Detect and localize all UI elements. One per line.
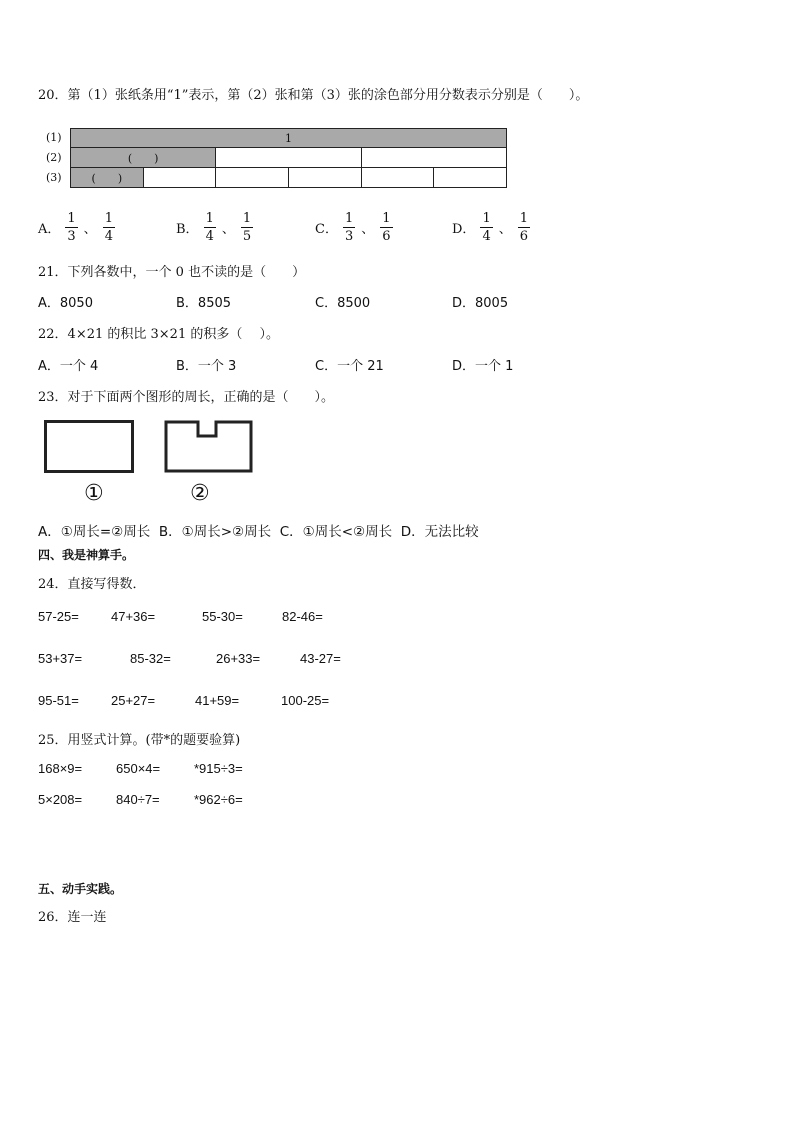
fraction: $\frac{1}{6}$ — [382, 211, 391, 244]
section-4-heading: 四、我是神算手。 — [38, 548, 135, 562]
q21-option-d[interactable]: D．8005 — [452, 296, 509, 311]
paper-strip-2 — [70, 147, 507, 168]
q20-option-a[interactable] — [38, 212, 116, 243]
calc-item: 650×4= — [116, 761, 161, 776]
fraction: $\frac{1}{4}$ — [482, 211, 491, 244]
q23-options[interactable]: A．①周长=②周长 B．①周长>②周长 C．①周长<②周长 D．无法比较 — [38, 524, 479, 540]
q21-option-a[interactable]: A．8050 — [38, 296, 93, 311]
strip-2-blank: ( ) — [127, 151, 159, 165]
q23-stem: 23．对于下面两个图形的周长，正确的是（ ）。 — [38, 390, 335, 405]
calc-item: 100-25= — [281, 693, 330, 708]
fraction: $\frac{1}{3}$ — [344, 211, 354, 244]
strip-3-shaded-cell — [71, 168, 144, 187]
calc-item: 95-51= — [38, 693, 79, 708]
calc-item: *962÷6= — [194, 792, 243, 807]
separator: 、 — [83, 222, 97, 237]
calc-item: *915÷3= — [194, 761, 243, 776]
option-letter: B． — [176, 222, 199, 237]
separator: 、 — [498, 222, 512, 237]
strip-3-cell — [434, 168, 506, 187]
calc-item: 26+33= — [216, 651, 261, 666]
calc-item: 41+59= — [195, 693, 240, 708]
q22-option-a[interactable]: A．一个 4 — [38, 359, 99, 374]
section-5-heading: 五、动手实践。 — [38, 882, 123, 896]
q22-option-d[interactable]: D．一个 1 — [452, 359, 514, 374]
calc-item: 5×208= — [38, 792, 83, 807]
fraction: $\frac{1}{3}$ — [67, 211, 76, 244]
option-letter: C． — [315, 222, 338, 237]
fraction: $\frac{1}{4}$ — [205, 211, 214, 244]
option-letter: A． — [38, 222, 61, 237]
q20-option-d[interactable] — [452, 212, 531, 243]
calc-item: 43-27= — [300, 651, 341, 666]
q21-option-b[interactable]: B．8505 — [176, 296, 232, 311]
separator: 、 — [221, 222, 235, 237]
calc-item: 47+36= — [111, 609, 156, 624]
q20-stem: 20．第（1）张纸条用“1”表示，第（2）张和第（3）张的涂色部分用分数表示分别是（ ）。 — [38, 88, 589, 103]
strip-label-1: (1) — [46, 131, 62, 144]
figure-rectangle — [44, 420, 136, 476]
strip-1-label: 1 — [285, 131, 292, 145]
q22-option-b[interactable]: B．一个 3 — [176, 359, 237, 374]
calc-item: 55-30= — [202, 609, 243, 624]
strip-3-cell — [362, 168, 435, 187]
strip-1-whole — [71, 129, 506, 147]
strip-2-cell — [216, 148, 361, 167]
strip-3-cell — [216, 168, 289, 187]
calc-item: 53+37= — [38, 651, 83, 666]
calc-item: 840÷7= — [116, 792, 160, 807]
fraction: $\frac{1}{4}$ — [104, 211, 113, 244]
strip-3-blank: ( ) — [91, 171, 123, 185]
fraction: $\frac{1}{5}$ — [242, 211, 252, 244]
figure-label-2: ② — [190, 481, 210, 506]
calc-item: 82-46= — [282, 609, 323, 624]
q20-option-b[interactable] — [176, 212, 254, 243]
calc-item: 168×9= — [38, 761, 83, 776]
paper-strip-1 — [70, 128, 507, 148]
q24-stem: 24．直接写得数． — [38, 577, 146, 592]
calc-item: 25+27= — [111, 693, 156, 708]
strip-label-3: (3) — [46, 171, 62, 184]
strip-3-cell — [289, 168, 362, 187]
strip-3-cell — [144, 168, 217, 187]
strip-2-cell — [362, 148, 506, 167]
calc-item: 57-25= — [38, 609, 79, 624]
q21-option-c[interactable]: C．8500 — [315, 296, 371, 311]
q20-option-c[interactable] — [315, 212, 394, 243]
calc-item: 85-32= — [130, 651, 171, 666]
figure-label-1: ① — [84, 481, 104, 506]
paper-strip-3 — [70, 167, 507, 188]
option-letter: D． — [452, 222, 476, 237]
strip-label-2: (2) — [46, 151, 62, 164]
q26-stem: 26．连一连 — [38, 910, 107, 925]
figure-notched-rectangle — [164, 420, 256, 476]
separator: 、 — [361, 222, 375, 237]
fraction: $\frac{1}{6}$ — [519, 211, 529, 244]
q22-stem: 22．4×21 的积比 3×21 的积多（ ）。 — [38, 327, 279, 342]
strip-2-shaded-cell — [71, 148, 216, 167]
q25-stem: 25．用竖式计算。(带*的题要验算) — [38, 733, 241, 748]
q21-stem: 21．下列各数中，一个 0 也不读的是（ ） — [38, 265, 306, 280]
q22-option-c[interactable]: C．一个 21 — [315, 359, 384, 374]
